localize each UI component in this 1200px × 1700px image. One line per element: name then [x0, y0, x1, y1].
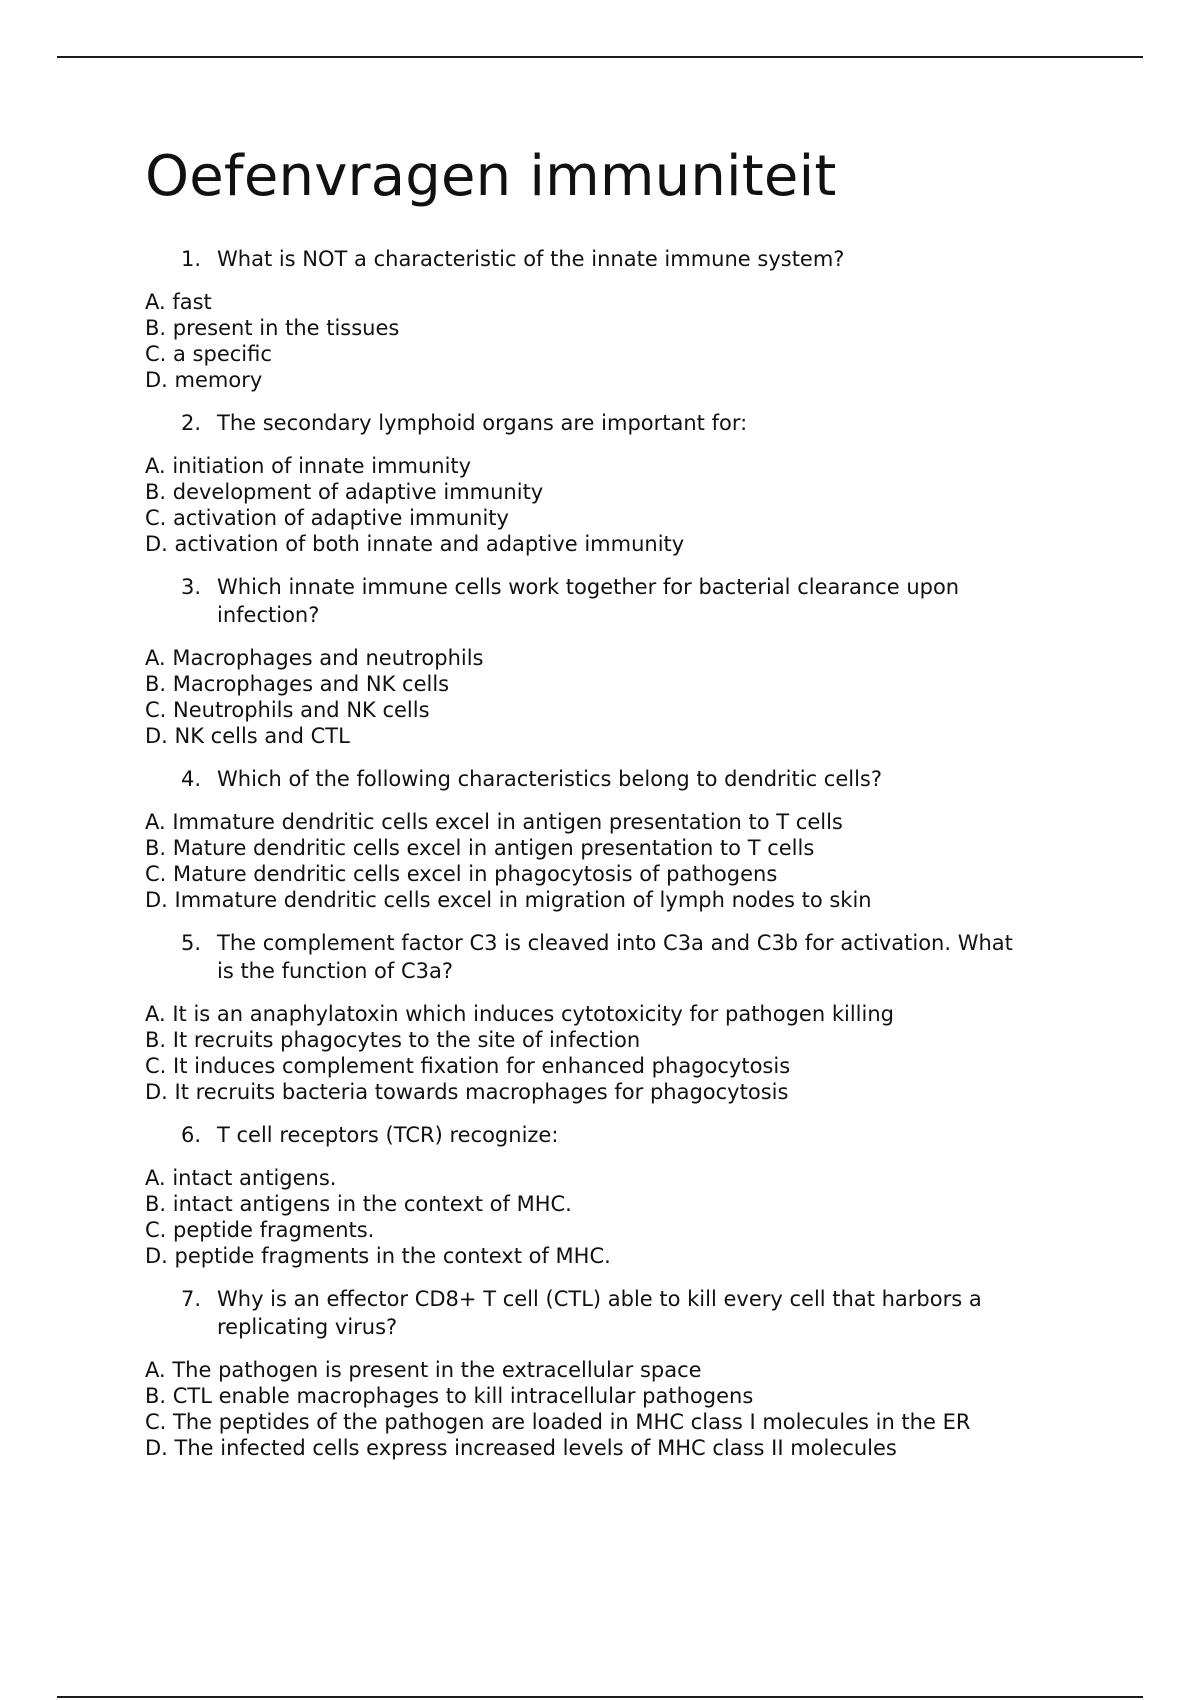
question-number: 5.	[181, 931, 202, 955]
answer-option: C. Mature dendritic cells excel in phagocytosis of pathogens	[145, 862, 778, 886]
question-text: T cell receptors (TCR) recognize:	[217, 1123, 559, 1147]
answer-option: B. development of adaptive immunity	[145, 480, 544, 504]
answer-option: B. Mature dendritic cells excel in antigen presentation to T cells	[145, 836, 815, 860]
question-text: Which innate immune cells work together for bacterial clearance upon infection?	[217, 575, 960, 627]
question-1	[145, 245, 1065, 393]
question-number: 1.	[181, 247, 202, 271]
answer-option: A. It is an anaphylatoxin which induces cytotoxicity for pathogen killing	[145, 1002, 894, 1026]
question-text: What is NOT a characteristic of the innate immune system?	[217, 247, 845, 271]
answer-option: B. CTL enable macrophages to kill intracellular pathogens	[145, 1384, 754, 1408]
answer-option: D. Immature dendritic cells excel in migration of lymph nodes to skin	[145, 888, 872, 912]
answer-option: C. a specific	[145, 342, 272, 366]
question-number: 7.	[181, 1287, 202, 1311]
question-text: Why is an effector CD8+ T cell (CTL) able to kill every cell that harbors a replicating virus?	[217, 1287, 982, 1339]
answer-option: B. It recruits phagocytes to the site of infection	[145, 1028, 641, 1052]
answer-options	[145, 1001, 1065, 1105]
answer-option: C. peptide fragments.	[145, 1218, 375, 1242]
answer-option: A. initiation of innate immunity	[145, 454, 472, 478]
answer-option: B. intact antigens in the context of MHC.	[145, 1192, 572, 1216]
question-number: 2.	[181, 411, 202, 435]
answer-option: D. It recruits bacteria towards macrophages for phagocytosis	[145, 1080, 789, 1104]
question-number: 6.	[181, 1123, 202, 1147]
answer-option: C. The peptides of the pathogen are loaded in MHC class I molecules in the ER	[145, 1410, 971, 1434]
top-divider	[57, 56, 1143, 58]
answer-option: D. NK cells and CTL	[145, 724, 350, 748]
answer-option: D. activation of both innate and adaptive immunity	[145, 532, 685, 556]
question-text: The secondary lymphoid organs are important for:	[217, 411, 748, 435]
answer-options	[145, 645, 1065, 749]
answer-options	[145, 1357, 1065, 1461]
answer-option: A. The pathogen is present in the extracellular space	[145, 1358, 702, 1382]
bottom-divider	[57, 1696, 1143, 1698]
answer-options	[145, 1165, 1065, 1269]
page-title: Oefenvragen immuniteit	[145, 144, 837, 209]
answer-option: B. Macrophages and NK cells	[145, 672, 450, 696]
question-6	[145, 1121, 1065, 1269]
question-2	[145, 409, 1065, 557]
answer-option: B. present in the tissues	[145, 316, 400, 340]
answer-options	[145, 809, 1065, 913]
answer-option: C. Neutrophils and NK cells	[145, 698, 430, 722]
question-text: The complement factor C3 is cleaved into C3a and C3b for activation. What is the function of C3a?	[217, 931, 1013, 983]
answer-option: A. Immature dendritic cells excel in antigen presentation to T cells	[145, 810, 843, 834]
question-7	[145, 1285, 1065, 1461]
answer-option: C. activation of adaptive immunity	[145, 506, 509, 530]
question-text: Which of the following characteristics belong to dendritic cells?	[217, 767, 883, 791]
answer-option: D. peptide fragments in the context of MHC.	[145, 1244, 611, 1268]
question-3	[145, 573, 1065, 749]
question-4	[145, 765, 1065, 913]
question-number: 4.	[181, 767, 202, 791]
answer-option: C. It induces complement fixation for enhanced phagocytosis	[145, 1054, 791, 1078]
answer-option: D. The infected cells express increased levels of MHC class II molecules	[145, 1436, 897, 1460]
answer-options	[145, 289, 1065, 393]
document-body	[145, 143, 1065, 1477]
answer-option: A. fast	[145, 290, 212, 314]
answer-option: A. Macrophages and neutrophils	[145, 646, 484, 670]
question-number: 3.	[181, 575, 202, 599]
answer-options	[145, 453, 1065, 557]
question-5	[145, 929, 1065, 1105]
answer-option: D. memory	[145, 368, 263, 392]
answer-option: A. intact antigens.	[145, 1166, 337, 1190]
